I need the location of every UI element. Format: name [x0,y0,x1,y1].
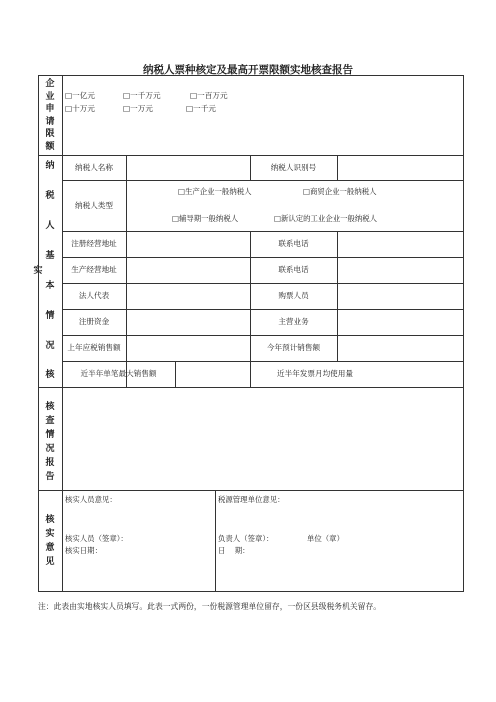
type-option-new-industrial[interactable]: □新认定的工业企业一般纳税人 [274,214,378,223]
divider-line [175,361,176,387]
divider-line [215,490,216,592]
quota-option-1m[interactable]: □一百万元 [190,91,228,100]
divider-line [38,490,464,491]
footnote: 注：此表由实地核实人员填写。此表一式两份，一份税源管理单位留存，一份区县级税务机关留存。 [38,602,382,611]
taxpayer-type-label: 纳税人类型 [75,200,113,210]
divider-line [337,155,338,180]
phone-label: 联系电话 [278,239,309,248]
buyer-label: 购票人员 [278,291,309,300]
monthly-invoice-label: 近半年发票月均使用量 [277,369,353,378]
phone-label: 联系电话 [278,265,309,274]
basic-section-label: 纳 税 人 基 本 情 况 核 [45,161,55,381]
divider-line [38,387,464,388]
divider-line [337,231,338,361]
verifier-opinion-label: 核实人员意见： [65,495,117,504]
type-option-probation[interactable]: □辅导期一般纳税人 [172,214,239,223]
date-label: 日 期： [218,546,250,555]
quota-option-10k[interactable]: □一万元 [123,104,153,113]
reg-address-label: 注册经营地址 [71,239,117,248]
taxpayer-name-label: 纳税人名称 [75,162,113,172]
opinion-section-label: 核 实 意 见 [45,515,55,567]
quota-option-10m[interactable]: □一千万元 [123,91,161,100]
legal-rep-label: 法人代表 [78,291,110,300]
type-option-production[interactable]: □生产企业一般纳税人 [178,187,252,196]
quota-option-100k[interactable]: □十万元 [65,104,95,113]
this-year-sales-label: 今年预计销售额 [266,343,321,352]
prod-address-label: 生产经营地址 [71,265,117,274]
basic-section-side-label: 实 [33,266,43,276]
report-title: 纳税人票种核定及最高开票限额实地核查报告 [143,64,353,76]
leader-sign-label: 负责人（签章）： [218,534,274,543]
max-single-sales-label: 近半年单笔最大销售额 [80,369,157,378]
reg-capital-label: 注册资金 [78,317,110,326]
unit-seal-label: 单位（章） [307,534,344,543]
type-option-trade[interactable]: □商贸企业一般纳税人 [303,187,377,196]
main-business-label: 主营业务 [278,317,309,326]
taxpayer-id-label: 纳税人识别号 [270,162,317,172]
quota-section-label: 企 业 申 请 限 额 [45,79,55,152]
verifier-sign-label: 核实人员（签章）： [65,534,128,543]
last-year-sales-label: 上年应税销售额 [67,343,121,352]
unit-opinion-label: 税源管理单位意见： [218,495,285,504]
divider-line [126,155,127,387]
quota-option-1k[interactable]: □一千元 [186,104,216,113]
check-section-label: 核 查 情 况 报 告 [45,402,55,482]
verifier-date-label: 核实日期： [65,546,102,555]
quota-option-100m[interactable]: □一亿元 [65,91,95,100]
